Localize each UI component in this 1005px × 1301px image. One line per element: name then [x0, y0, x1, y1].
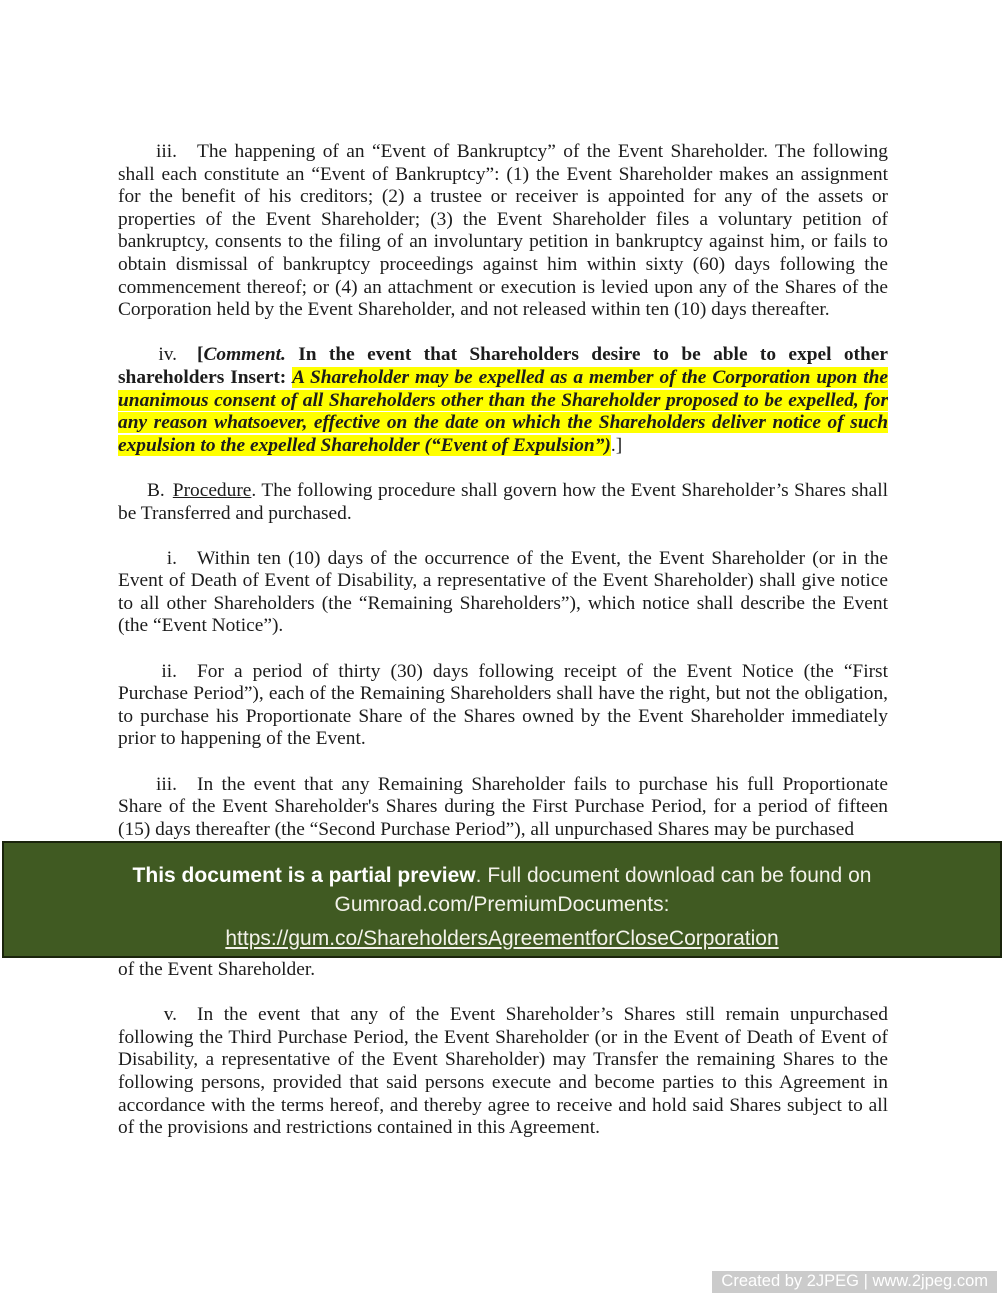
preview-banner-gumroad-text: Gumroad.com/PremiumDocuments: — [334, 893, 670, 916]
paragraph-ii-first-purchase-period — [118, 661, 888, 751]
document-body-bottom — [118, 959, 888, 1162]
preview-banner-regular-text: . Full document download can be found on — [475, 864, 872, 887]
list-number: i. — [166, 547, 177, 569]
comment-bold-text: In the event that Shareholders desire to be able to expel other shareholders Insert: — [118, 344, 888, 388]
list-number: iii. — [155, 141, 177, 162]
bracket-close: .] — [610, 434, 623, 456]
gumroad-link[interactable]: https://gum.co/ShareholdersAgreementforCloseCorporation — [225, 927, 779, 950]
list-number: v. — [163, 1004, 177, 1026]
preview-banner-link-row — [4, 924, 1000, 953]
paragraph-text: In the event that any Remaining Shareholder fails to purchase his full Proportionate Share of the Event Shareholder's Shares during the First Purchase Period, for a period of fifteen (15) days thereafter (the “Second Purchase Period”), all unpurchased Shares may be purchased — [118, 773, 888, 840]
paragraph-iii-bankruptcy — [118, 141, 888, 322]
paragraph-text: . The following procedure shall govern how the Event Shareholder’s Shares shall be Transferred and purchased. — [118, 479, 888, 524]
list-number: iv. — [158, 344, 177, 366]
bracket-open: [ — [197, 344, 204, 366]
paragraph-i-notice — [118, 548, 888, 638]
document-body-top — [118, 141, 888, 958]
paragraph-text: For a period of thirty (30) days following receipt of the Event Notice (the “First Purchase Period”), each of the Remaining Shareholders shall have the right, but not the obligation, to purchase his Proportionate Share of the Shares owned by the Event Shareholder immediately prior to happening of the Event. — [118, 660, 888, 750]
paragraph-text: The happening of an “Event of Bankruptcy” of the Event Shareholder. The following shall each constitute an “Event of Bankruptcy”: (1) the Event Shareholder makes an assignment for the benefit of his creditors; (2) a trustee or receiver is appointed for any of the assets or properties of the Event Shareholder; (3) the Event Shareholder files a voluntary petition of bankruptcy, consents to the filing of an involuntary petition in bankruptcy against him, or fails to obtain dismissal of bankruptcy proceedings against him within sixty (60) days following the commencement thereof; or (4) an attachment or execution is levied upon any of the Shares of the Corporation held by the Event Shareholder, and not released within ten (10) days thereafter. — [118, 141, 888, 321]
paragraph-iii-second-purchase-period — [118, 774, 888, 842]
procedure-heading: Procedure — [172, 479, 252, 501]
preview-banner-bold-text: This document is a partial preview — [132, 864, 476, 887]
watermark-badge: Created by 2JPEG | www.2jpeg.com — [712, 1271, 997, 1293]
section-letter: B. — [147, 479, 165, 501]
paragraph-text: Within ten (10) days of the occurrence of the Event, the Event Shareholder (or in the Event of Death of Event of Disability, a representative of the Event Shareholder) shall give notice to all other Shareholders (the “Remaining Shareholders”), which notice shall describe the Event (the “Event Notice”). — [118, 547, 888, 637]
highlighted-insert-text: A Shareholder may be expelled as a member of the Corporation upon the unanimous consent of all Shareholders other than the Shareholder proposed to be expelled, for any reason whatsoever, effective on the date on which the Shareholders deliver notice of such expulsion to the expelled Shareholder (“Event of Expulsion”) — [118, 366, 888, 456]
list-number: ii. — [161, 660, 177, 682]
paragraph-fragment: of the Event Shareholder. — [118, 959, 316, 980]
preview-banner — [2, 841, 1002, 958]
comment-label: Comment. — [203, 344, 286, 366]
list-number: iii. — [155, 773, 177, 795]
paragraph-iv-comment — [118, 344, 888, 457]
paragraph-v-remaining-shares — [118, 1004, 888, 1140]
paragraph-text: In the event that any of the Event Shareholder’s Shares still remain unpurchased following the Third Purchase Period, the Event Shareholder (or in the Event of Death of Event of Disability, a representative of the Event Shareholder) may Transfer the remaining Shares to the following persons, provided that said persons execute and become parties to this Agreement in accordance with the terms hereof, and thereby agree to receive and hold said Shares subject to all of the provisions and restrictions contained in this Agreement. — [118, 1004, 888, 1139]
preview-banner-message — [4, 861, 1000, 919]
paragraph-b-procedure — [118, 480, 888, 525]
